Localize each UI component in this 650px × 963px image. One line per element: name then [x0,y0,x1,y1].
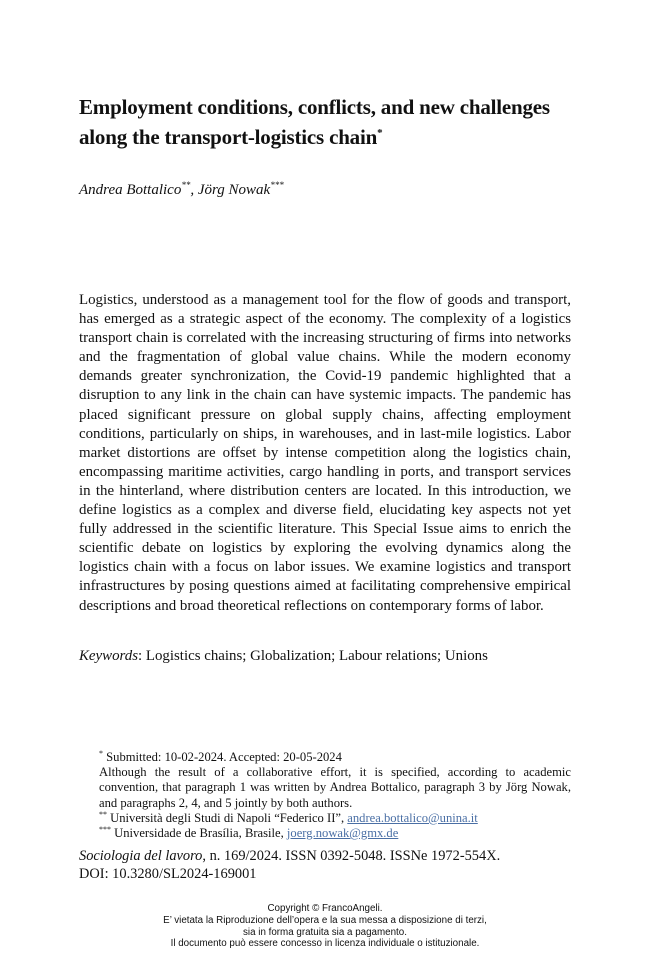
journal-doi: DOI: 10.3280/SL2024-169001 [79,866,257,882]
title-footnote-mark: * [377,127,383,139]
email-link[interactable]: joerg.nowak@gmx.de [286,826,399,841]
copyright-line: Copyright © FrancoAngeli. [267,903,383,914]
author-name: Andrea Bottalico [79,182,182,198]
keywords-list: Logistics chains; Globalization; Labour relations; Unions [145,648,488,664]
copyright-line: E’ vietata la Riproduzione dell’opera e la sua messa a disposizione di terzi, [163,914,487,926]
affiliation-text: Università degli Studi di Napoli “Federico II”, [107,810,348,825]
journal-name: Sociologia del lavoro [79,848,203,864]
author-footnote-mark: ** [181,180,191,190]
keywords-separator: : [138,648,146,664]
title-text: Employment conditions, conflicts, and new challenges along the transport-logistics chain [79,95,550,149]
footnote-mark: * [99,748,103,758]
footnote-mark: ** [99,809,107,819]
footnote-affiliation-2 [79,826,571,841]
affiliation-text: Universidade de Brasília, Brasile, [111,826,287,841]
footnote-mark: *** [99,824,111,834]
email-link[interactable]: andrea.bottalico@unina.it [347,810,478,825]
footnotes [79,750,571,841]
author-line [79,180,579,200]
journal-reference [79,847,579,883]
footnote-collaboration: Although the result of a collaborative effort, it is specified, according to academic convention, that paragraph 1 was written by Andrea Bottalico, paragraph 3 by Jörg Nowak, and paragraphs 2, 4, and 5 jointly by both authors. [99,765,571,810]
keywords-line [79,647,571,666]
copyright-line: Il documento può essere concesso in licenza individuale o istituzionale. [170,938,480,950]
footnote-affiliation-1 [79,811,571,826]
article-title [79,92,579,152]
abstract-text: Logistics, understood as a management tool for the flow of goods and transport, has emerged as a strategic aspect of the economy. The complexity of a logistics transport chain is correlated with the increasing structuring of firms into networks and the fragmentation of global value chains. While the modern economy demands greater synchronization, the Covid-19 pandemic highlighted that a disruption to any link in the chain can have systemic impacts. The pandemic has placed significant pressure on global supply chains, affecting employment conditions, particularly on ships, in warehouses, and in last-mile logistics. Labor market distortions are offset by intense competition along the logistics chain, encompassing maritime activities, cargo handling in ports, and transport services in the hinterland, where distribution centers are located. In this introduction, we define logistics as a complex and diverse field, elucidating key aspects not yet fully addressed in the scientific literature. This Special Issue aims to enrich the scientific debate on logistics by exploring the evolving dynamics along the logistics chain with a focus on labor issues. We examine logistics and transport infrastructures by posing questions aimed at facilitating comprehensive empirical descriptions and broad theoretical reflections on contemporary forms of labor. [79,292,571,614]
keywords-label: Keywords [79,648,139,664]
author-separator: , [190,182,198,198]
footnote-submitted [79,750,571,765]
submission-dates: Submitted: 10-02-2024. Accepted: 20-05-2024 [103,750,342,764]
journal-issn-line [79,847,579,865]
copyright-notice [75,903,575,950]
author-name: Jörg Nowak [197,182,271,198]
author-footnote-mark: *** [270,180,284,190]
copyright-line: sia in forma gratuita sia a pagamento. [243,926,407,938]
journal-details: , n. 169/2024. ISSN 0392-5048. ISSNe 1972-554X. [202,848,501,864]
